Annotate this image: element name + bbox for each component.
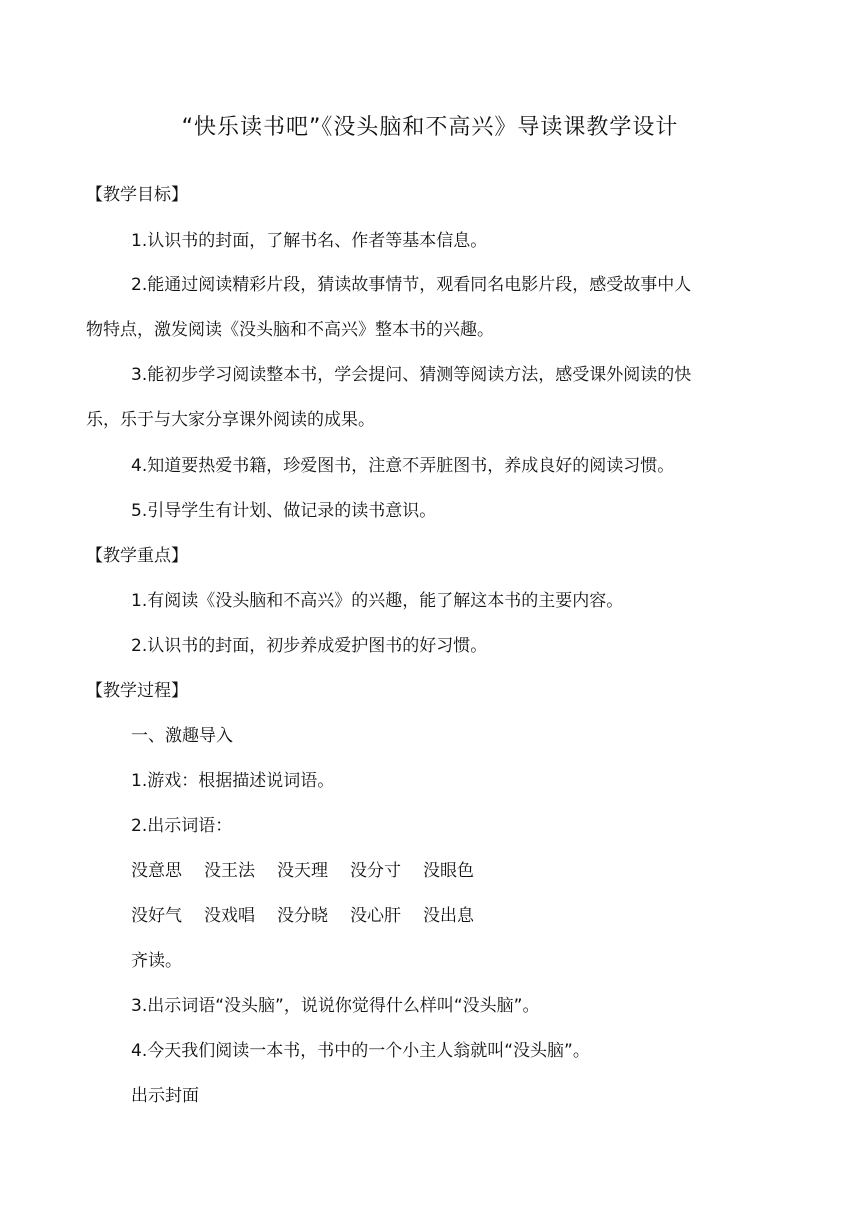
show-cover: 出示封面 [131,1086,199,1106]
read-together: 齐读。 [131,951,182,971]
document-title: “快乐读书吧”《没头脑和不高兴》导读课教学设计 [181,115,679,140]
process-step-1: 1.游戏：根据描述说词语。 [131,771,335,791]
goal-item-3: 3.能初步学习阅读整本书，学会提问、猜测等阅读方法，感受课外阅读的快 [131,365,692,385]
section-heading-key-points: 【教学重点】 [86,546,188,566]
word-item: 没王法 [204,861,255,881]
process-part-one: 一、激趣导入 [131,726,233,746]
section-heading-goals: 【教学目标】 [86,185,188,205]
goal-item-2-continued: 物特点，激发阅读《没头脑和不高兴》整本书的兴趣。 [86,320,494,340]
process-step-4: 4.今天我们阅读一本书，书中的一个小主人翁就叫“没头脑”。 [131,1041,590,1061]
word-item: 没戏唱 [204,906,255,926]
word-item: 没分晓 [277,906,328,926]
goal-item-3-continued: 乐，乐于与大家分享课外阅读的成果。 [86,410,375,430]
goal-item-2: 2.能通过阅读精彩片段，猜读故事情节，观看同名电影片段，感受故事中人 [131,275,692,295]
section-heading-process: 【教学过程】 [86,681,188,701]
word-row-2 [131,901,496,931]
word-item: 没眼色 [423,861,474,881]
word-item: 没分寸 [350,861,401,881]
goal-item-1: 1.认识书的封面，了解书名、作者等基本信息。 [131,231,488,251]
goal-item-4: 4.知道要热爱书籍，珍爱图书，注意不弄脏图书，养成良好的阅读习惯。 [131,456,675,476]
word-item: 没好气 [131,906,182,926]
key-point-item-2: 2.认识书的封面，初步养成爱护图书的好习惯。 [131,636,488,656]
word-row-1 [131,856,496,886]
goal-item-5: 5.引导学生有计划、做记录的读书意识。 [131,501,437,521]
word-item: 没心肝 [350,906,401,926]
word-item: 没出息 [423,906,474,926]
process-step-2: 2.出示词语： [131,816,233,836]
word-item: 没天理 [277,861,328,881]
process-step-3: 3.出示词语“没头脑”，说说你觉得什么样叫“没头脑”。 [131,996,540,1016]
key-point-item-1: 1.有阅读《没头脑和不高兴》的兴趣，能了解这本书的主要内容。 [131,591,624,611]
word-item: 没意思 [131,861,182,881]
